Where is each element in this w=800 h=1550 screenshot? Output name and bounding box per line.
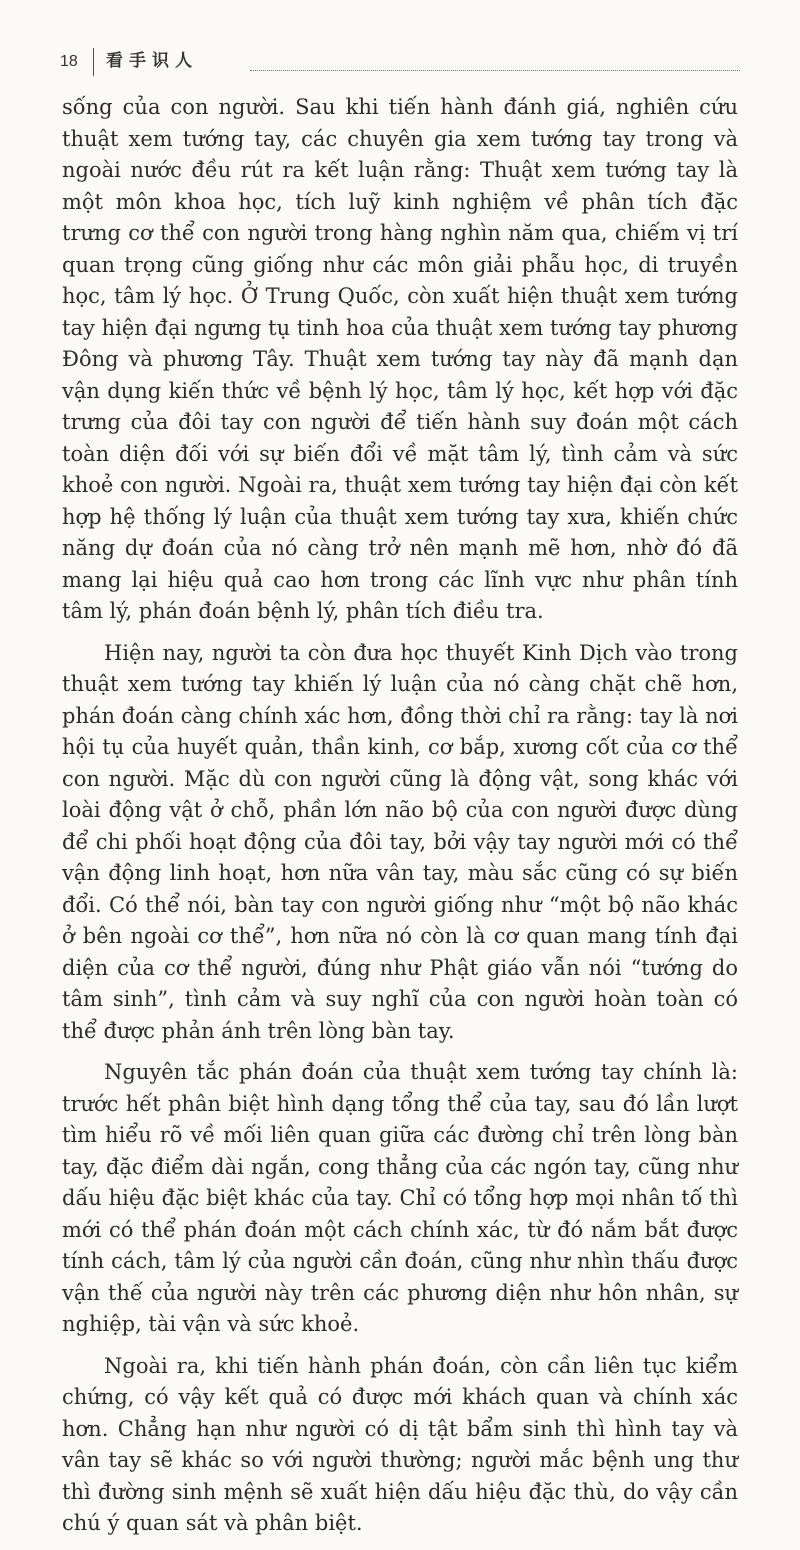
page-number: 18 — [60, 53, 78, 70]
page-header — [60, 48, 740, 76]
paragraph-4: Ngoài ra, khi tiến hành phán đoán, còn cần liên tục kiểm chứng, có vậy kết quả có được mới khách quan và chính xác hơn. Chẳng hạn như người có dị tật bẩm sinh thì hình tay và vân tay sẽ khác so với người thường; người mắc bệnh ung thư thì đường sinh mệnh sẽ xuất hiện dấu hiệu đặc thù, do vậy cần chú ý quan sát và phân biệt. — [62, 1353, 738, 1535]
paragraph-1: sống của con người. Sau khi tiến hành đánh giá, nghiên cứu thuật xem tướng tay, các chuyên gia xem tướng tay trong và ngoài nước đều rút ra kết luận rằng: Thuật xem tướng tay là một môn khoa học, tích luỹ kinh nghiệm về phân tích đặc trưng cơ thể con người trong hàng nghìn năm qua, chiếm vị trí quan trọng cũng giống như các môn giải phẫu học, di truyền học, tâm lý học. Ở Trung Quốc, còn xuất hiện thuật xem tướng tay hiện đại ngưng tụ tinh hoa của thuật xem tướng tay phương Đông và phương Tây. Thuật xem tướng tay này đã mạnh dạn vận dụng kiến thức về bệnh lý học, tâm lý học, kết hợp với đặc trưng của đôi tay con người để tiến hành suy đoán một cách toàn diện đối với sự biến đổi về mặt tâm lý, tình cảm và sức khoẻ con người. Ngoài ra, thuật xem tướng tay hiện đại còn kết hợp hệ thống lý luận của thuật xem tướng tay xưa, khiến chức năng dự đoán của nó càng trở nên mạnh mẽ hơn, nhờ đó đã mang lại hiệu quả cao hơn trong các lĩnh vực như phân tính tâm lý, phán đoán bệnh lý, phân tích điều tra. — [62, 95, 738, 623]
paragraph-3: Nguyên tắc phán đoán của thuật xem tướng tay chính là: trước hết phân biệt hình dạng tổng thể của tay, sau đó lần lượt tìm hiểu rõ về mối liên quan giữa các đường chỉ trên lòng bàn tay, đặc điểm dài ngắn, cong thẳng của các ngón tay, cũng như dấu hiệu đặc biệt khác của tay. Chỉ có tổng hợp mọi nhân tố thì mới có thể phán đoán một cách chính xác, từ đó nắm bắt được tính cách, tâm lý của người cần đoán, cũng như nhìn thấu được vận thế của người này trên các phương diện như hôn nhân, sự nghiệp, tài vận và sức khoẻ. — [62, 1060, 738, 1336]
page-body — [62, 92, 738, 1550]
header-divider — [93, 48, 94, 76]
running-title: 看手识人 — [106, 51, 198, 71]
paragraph-2: Hiện nay, người ta còn đưa học thuyết Kinh Dịch vào trong thuật xem tướng tay khiến lý luận của nó càng chặt chẽ hơn, phán đoán càng chính xác hơn, đồng thời chỉ ra rằng: tay là nơi hội tụ của huyết quản, thần kinh, cơ bắp, xương cốt của cơ thể con người. Mặc dù con người cũng là động vật, song khác với loài động vật ở chỗ, phần lớn não bộ của con người được dùng để chi phối hoạt động của đôi tay, bởi vậy tay người mới có thể vận động linh hoạt, hơn nữa vân tay, màu sắc cũng có sự biến đổi. Có thể nói, bàn tay con người giống như “một bộ não khác ở bên ngoài cơ thể”, hơn nữa nó còn là cơ quan mang tính đại diện của cơ thể người, đúng như Phật giáo vẫn nói “tướng do tâm sinh”, tình cảm và suy nghĩ của con người hoàn toàn có thể được phản ánh trên lòng bàn tay. — [62, 640, 738, 1043]
header-dotted-rule — [250, 70, 740, 71]
